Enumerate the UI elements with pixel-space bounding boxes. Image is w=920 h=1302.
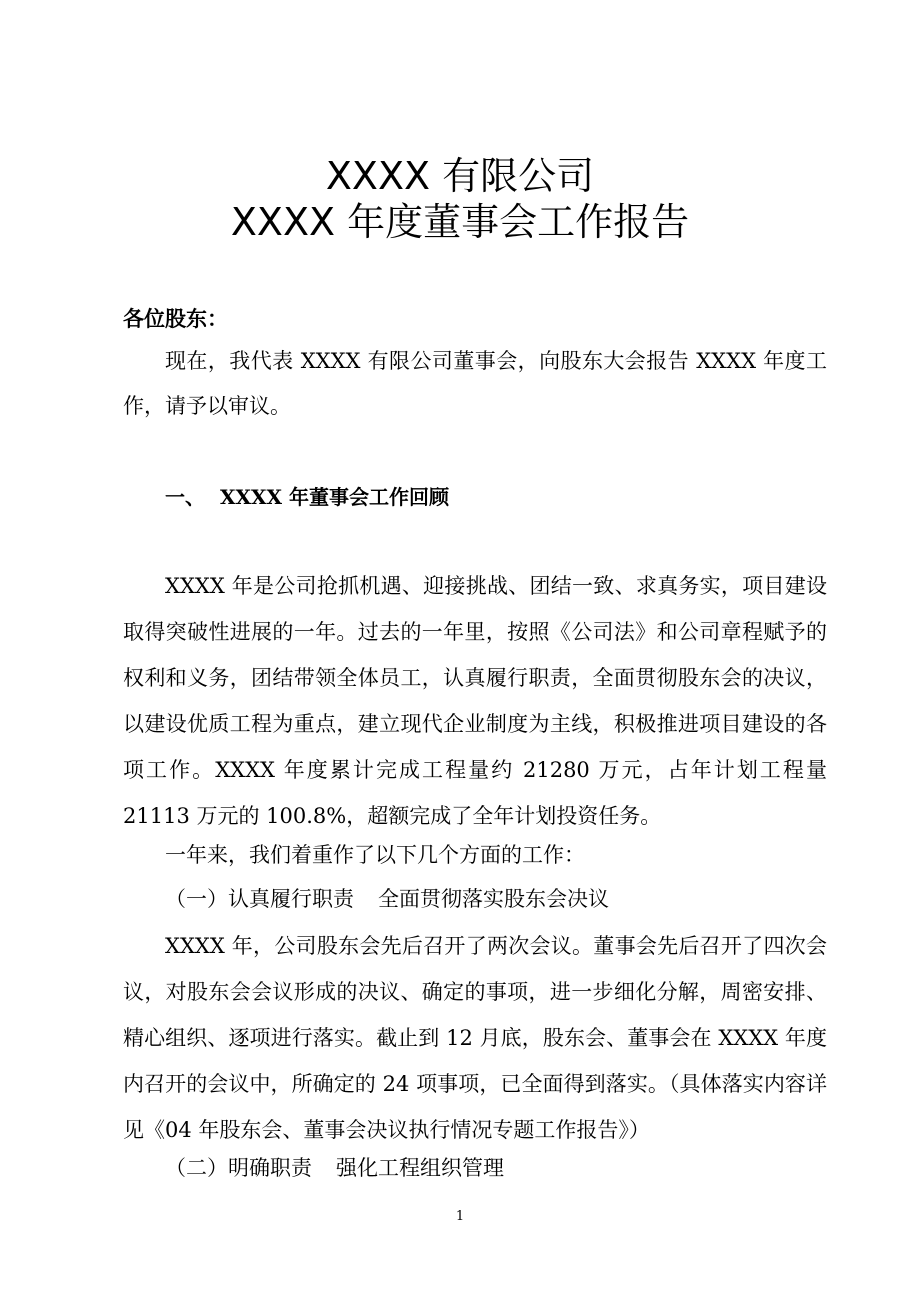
subsection-label: （二）明确职责 xyxy=(165,1156,312,1180)
page-number: 1 xyxy=(455,1209,465,1224)
body-paragraph-2: XXXX 年，公司股东会先后召开了两次会议。董事会先后召开了四次会议，对股东会会议形成的决议、确定的事项，进一步细化分解，周密安排、精心组织、逐项进行落实。截止到 12 月底，股东会、董事会在 XXXX 年度内召开的会议中，所确定的 24 项事项，已全面得到落实。（具体落实内容详见《04 年股东会、董事会决议执行情况专题工作报告》） xyxy=(123,934,827,1142)
section-heading-text: XXXX 年董事会工作回顾 xyxy=(220,485,450,509)
focus-line: 一年来，我们着重作了以下几个方面的工作： xyxy=(165,843,585,867)
document-title-company: XXXX 有限公司 xyxy=(325,154,595,198)
intro-paragraph: 现在，我代表 XXXX 有限公司董事会，向股东大会报告 XXXX 年度工作，请予以审议。 xyxy=(123,349,827,418)
section-heading-1 xyxy=(165,482,449,512)
subsection-text: 全面贯彻落实股东会决议 xyxy=(378,887,609,911)
subsection-label: （一）认真履行职责 xyxy=(165,887,354,911)
subsection-heading-1 xyxy=(165,884,609,914)
subsection-heading-2 xyxy=(165,1153,504,1183)
subsection-text: 强化工程组织管理 xyxy=(336,1156,504,1180)
salutation: 各位股东： xyxy=(123,306,228,331)
section-number: 一、 xyxy=(165,485,205,509)
body-paragraph-1: XXXX 年是公司抢抓机遇、迎接挑战、团结一致、求真务实，项目建设取得突破性进展的一年。过去的一年里，按照《公司法》和公司章程赋予的权利和义务，团结带领全体员工，认真履行职责，全面贯彻股东会的决议，以建设优质工程为重点，建立现代企业制度为主线，积极推进项目建设的各项工作。XXXX 年度累计完成工程量约 21280 万元，占年计划工程量 21113 万元的 100.8%，超额完成了全年计划投资任务。 xyxy=(123,574,827,828)
document-title-report: XXXX 年度董事会工作报告 xyxy=(230,200,690,244)
